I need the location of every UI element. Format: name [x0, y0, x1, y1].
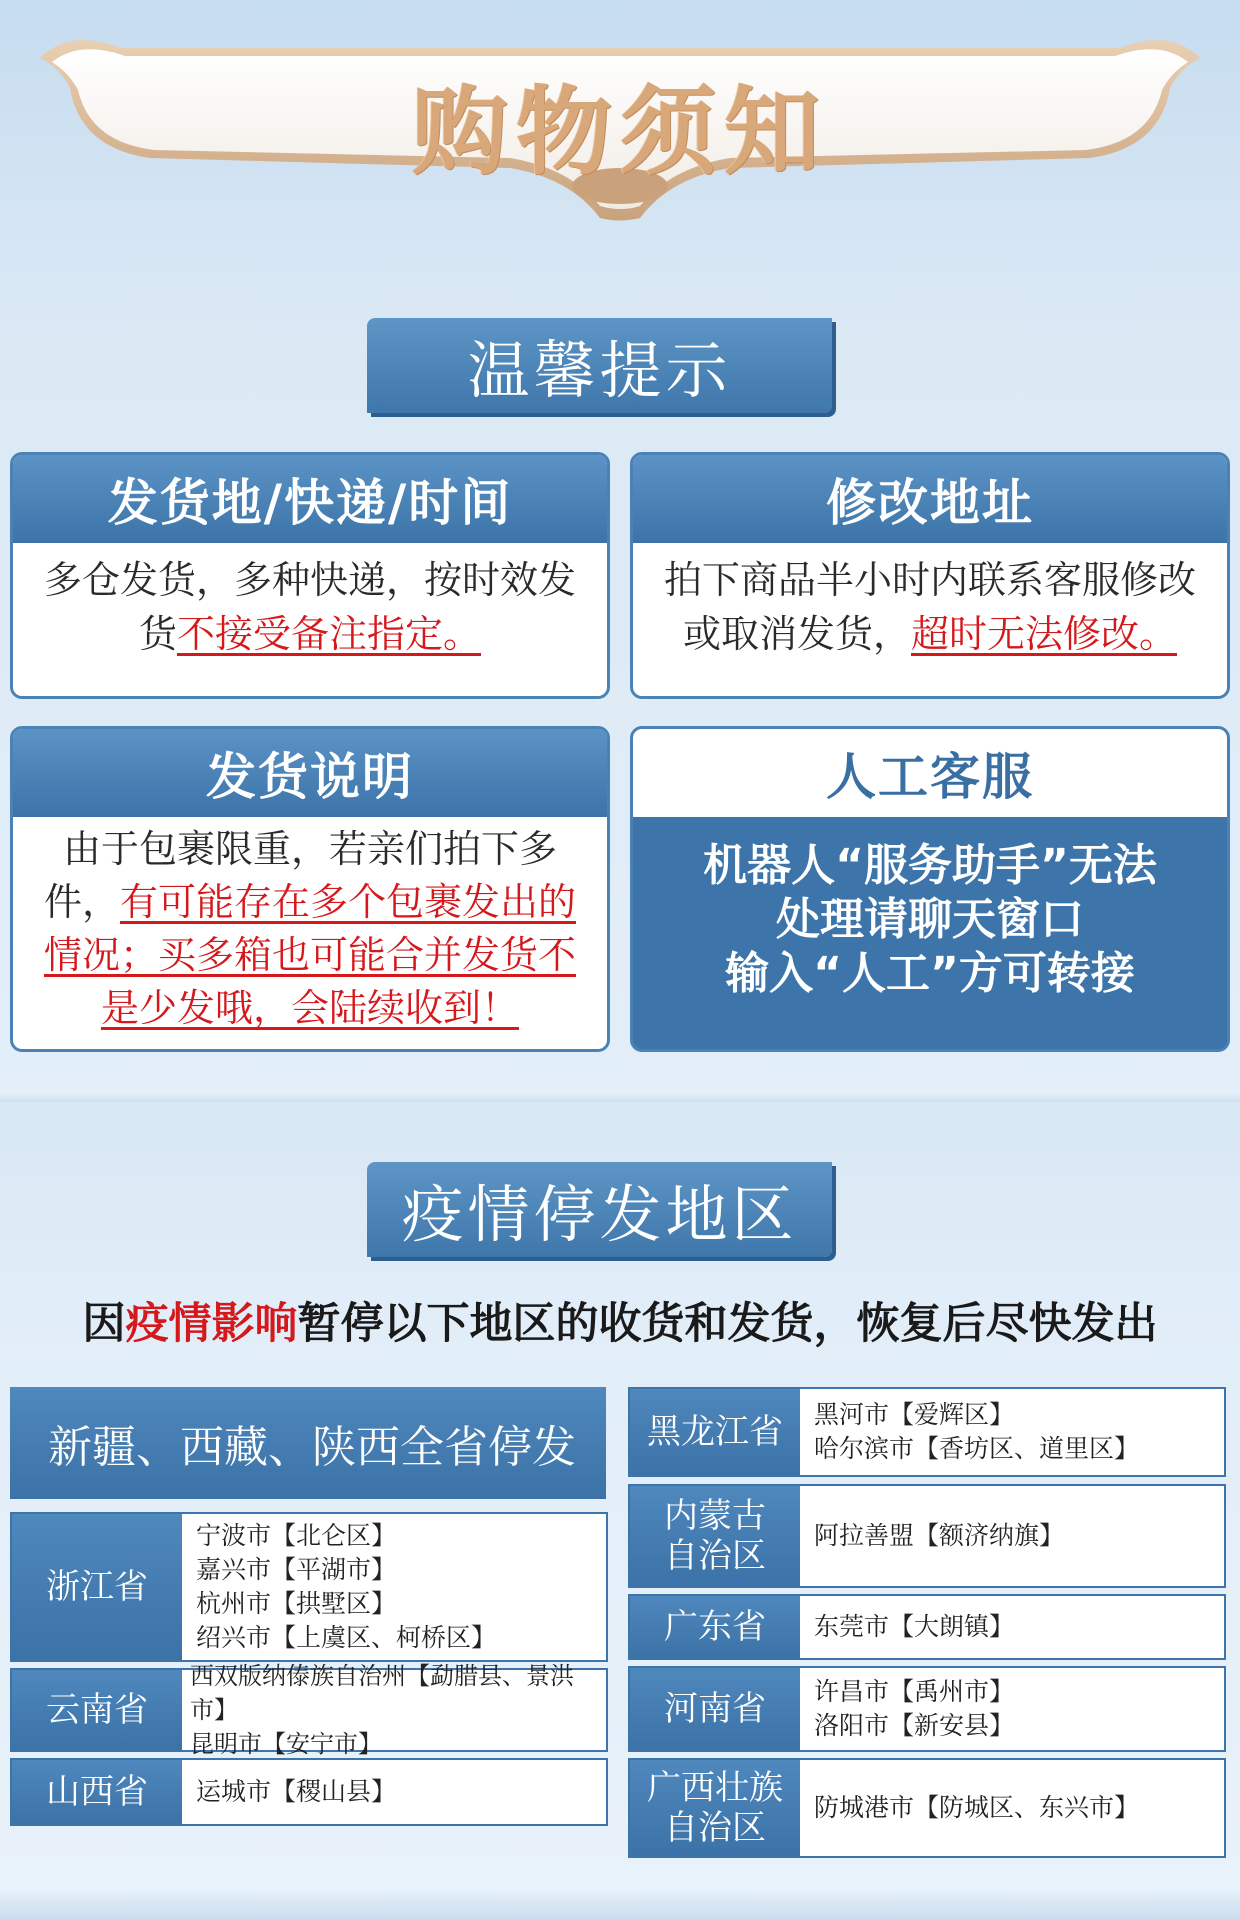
province-label: [630, 1760, 800, 1856]
city-item: 防城港市【防城区、东兴市】: [814, 1793, 1140, 1822]
service-line: 输入“人工”方可转接: [725, 948, 1135, 999]
province-label: 云南省: [12, 1670, 182, 1750]
region-row: [628, 1758, 1226, 1858]
city-item: 昆明市【安宁市】: [190, 1730, 382, 1758]
city-item: 哈尔滨市【香坊区、道里区】: [814, 1434, 1140, 1463]
card-text-highlight: 超时无法修改。: [911, 612, 1178, 656]
card-text-plain: 由于包裹限重，若亲们拍下多件，: [43, 827, 557, 924]
card-customer-service: [630, 726, 1230, 1052]
notice-pre: 因: [82, 1299, 126, 1349]
card-text: [633, 543, 1227, 671]
province-label: 浙江省: [12, 1514, 182, 1660]
province-line: 广西壮族: [647, 1768, 783, 1808]
page-title: 购物须知: [412, 76, 828, 188]
region-row: [10, 1662, 608, 1758]
card-title: 发货地/快递/时间: [13, 455, 607, 543]
city-item: 许昌市【禹州市】: [814, 1677, 1015, 1706]
notice-post: 暂停以下地区的收货和发货，恢复后尽快发出: [297, 1299, 1158, 1349]
card-text: [13, 817, 607, 1041]
city-item: 绍兴市【上虞区、柯桥区】: [196, 1623, 497, 1652]
city-item: 宁波市【北仑区】: [196, 1521, 397, 1550]
card-text-highlight: 有可能存在多个包裹发出的情况；买多箱也可能合并发货不是少发哦，会陆续收到！: [43, 880, 577, 1030]
epidemic-section-tag: 疫情停发地区: [367, 1162, 832, 1257]
card-title: 发货说明: [13, 729, 607, 817]
card-text-highlight: 不接受备注指定。: [177, 612, 482, 656]
city-list: [182, 1662, 606, 1758]
service-line: 处理请聊天窗口: [776, 894, 1084, 945]
region-row: [10, 1758, 608, 1826]
city-item: 杭州市【拱墅区】: [196, 1589, 397, 1618]
province-label: 广东省: [630, 1596, 800, 1658]
card-text-plain: 拍下商品半小时内联系客服修改或取消发货，: [663, 558, 1196, 656]
city-item: 西双版纳傣族自治州【勐腊县、景洪市】: [190, 1662, 574, 1724]
province-label: [630, 1486, 800, 1586]
city-item: 阿拉善盟【额济纳旗】: [814, 1521, 1065, 1550]
region-row: [628, 1387, 1226, 1477]
province-line: 内蒙古: [664, 1496, 766, 1536]
service-line: 机器人“服务助手”无法: [703, 840, 1157, 891]
card-modify-address: [630, 452, 1230, 699]
province-label: 黑龙江省: [630, 1389, 800, 1475]
city-item: 嘉兴市【平湖市】: [196, 1555, 397, 1584]
card-shipping-notes: [10, 726, 610, 1052]
epidemic-notice: [0, 1290, 1240, 1351]
city-item: 洛阳市【新安县】: [814, 1711, 1015, 1740]
province-line: 自治区: [664, 1808, 766, 1848]
city-item: 东莞市【大朗镇】: [814, 1612, 1015, 1641]
region-row: [10, 1512, 608, 1662]
tips-section-tag: 温馨提示: [367, 318, 832, 413]
province-label: 山西省: [12, 1760, 182, 1824]
city-list: [800, 1760, 1224, 1856]
card-title: 修改地址: [633, 455, 1227, 543]
title-banner: [30, 18, 1210, 228]
region-row: [628, 1666, 1226, 1752]
region-row: [628, 1484, 1226, 1588]
city-list: [800, 1486, 1224, 1586]
city-item: 运城市【稷山县】: [196, 1777, 397, 1806]
region-row: [628, 1594, 1226, 1660]
card-text: [13, 543, 607, 671]
province-label: 河南省: [630, 1668, 800, 1750]
card-text-plain: 多仓发货，多种快递，按时效发货: [43, 558, 576, 656]
bottom-stripe: [0, 1888, 1240, 1920]
notice-highlight: 疫情影响: [125, 1299, 298, 1349]
card-title: 人工客服: [633, 729, 1227, 817]
city-list: [800, 1389, 1224, 1475]
city-list: [182, 1760, 606, 1824]
card-shipping-info: [10, 452, 610, 699]
section-separator: [0, 1092, 1240, 1102]
full-province-banner: 新疆、西藏、陕西全省停发: [10, 1387, 606, 1499]
city-item: 黑河市【爱辉区】: [814, 1400, 1015, 1429]
card-text: [633, 817, 1227, 1023]
city-list: [800, 1596, 1224, 1658]
province-line: 自治区: [664, 1536, 766, 1576]
city-list: [182, 1514, 606, 1660]
city-list: [800, 1668, 1224, 1750]
